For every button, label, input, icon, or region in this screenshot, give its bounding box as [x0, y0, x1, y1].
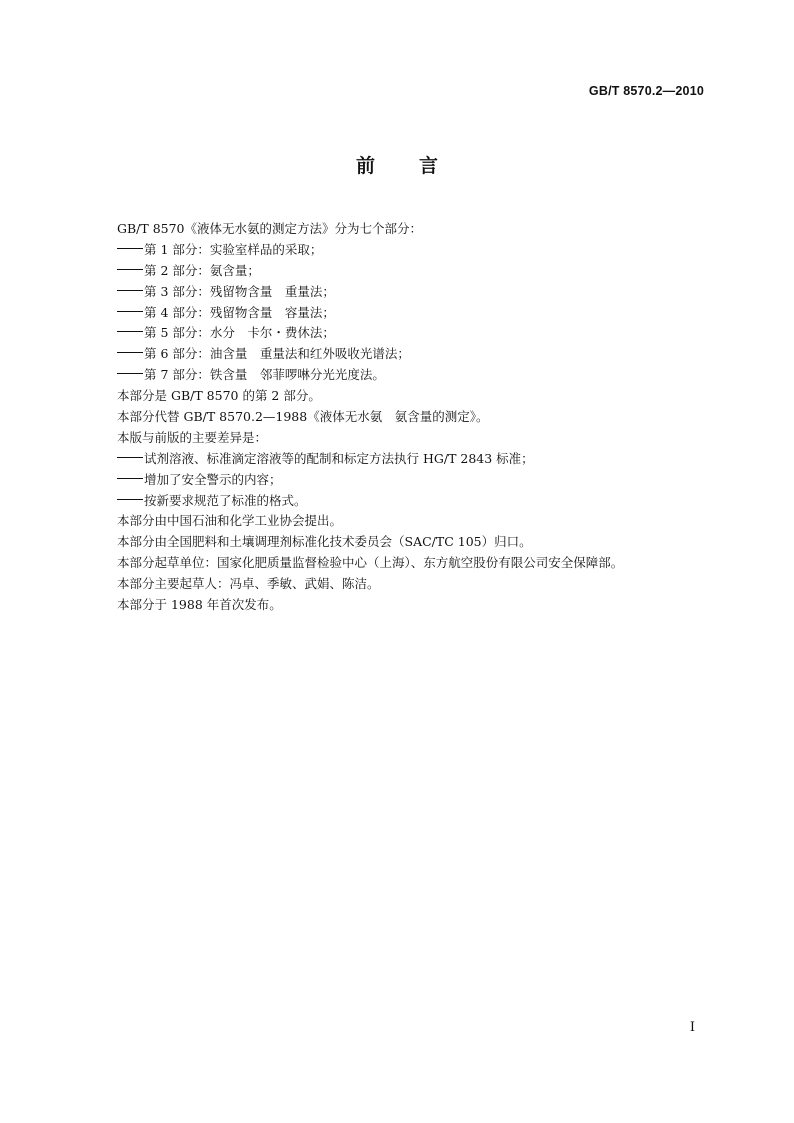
list-item	[117, 323, 717, 344]
list-item	[117, 491, 717, 512]
paragraph-line	[117, 595, 717, 616]
line-text: 第 3 部分：残留物含量 重量法；	[144, 283, 335, 299]
line-text: 第 6 部分：油含量 重量法和红外吸收光谱法；	[144, 346, 410, 362]
foreword-body	[117, 219, 717, 616]
list-item	[117, 365, 717, 386]
paragraph-line	[117, 532, 717, 553]
list-item	[117, 240, 717, 261]
list-item	[117, 282, 717, 303]
paragraph-line	[117, 407, 717, 428]
line-text: 本部分起草单位：国家化肥质量监督检验中心（上海）、东方航空股份有限公司安全保障部。	[117, 555, 624, 571]
em-dash-mark	[117, 352, 143, 353]
list-item	[117, 449, 717, 470]
paragraph-line	[117, 574, 717, 595]
page-title-char-2: 言	[419, 155, 439, 177]
paragraph-line	[117, 386, 717, 407]
list-item	[117, 261, 717, 282]
em-dash-mark	[117, 290, 143, 291]
line-text: 本部分是 GB/T 8570 的第 2 部分。	[117, 388, 321, 404]
line-text: 第 4 部分：残留物含量 容量法；	[144, 304, 335, 320]
line-text: 本部分由全国肥料和土壤调理剂标准化技术委员会（SAC/TC 105）归口。	[117, 534, 532, 550]
line-text: 本版与前版的主要差异是：	[117, 429, 268, 445]
paragraph-line	[117, 553, 717, 574]
line-text: 本部分主要起草人：冯卓、季敏、武娟、陈洁。	[117, 576, 380, 592]
em-dash-mark	[117, 478, 143, 479]
em-dash-mark	[117, 373, 143, 374]
document-code: GB/T 8570.2—2010	[588, 84, 704, 98]
list-item	[117, 470, 717, 491]
list-item	[117, 344, 717, 365]
line-text: 第 5 部分：水分 卡尔・费休法；	[144, 325, 335, 341]
line-text: 本部分代替 GB/T 8570.2—1988《液体无水氨 氨含量的测定》。	[117, 409, 489, 425]
page-number: I	[689, 1020, 695, 1035]
line-text: GB/T 8570《液体无水氨的测定方法》分为七个部分：	[117, 221, 423, 236]
list-item	[117, 303, 717, 324]
line-text: 第 1 部分：实验室样品的采取；	[144, 241, 323, 257]
line-text: 按新要求规范了标准的格式。	[144, 492, 307, 508]
paragraph-line	[117, 428, 717, 449]
page-title-char-1: 前	[355, 155, 375, 177]
paragraph-line	[117, 511, 717, 532]
em-dash-mark	[117, 331, 143, 332]
em-dash-mark	[117, 269, 143, 270]
em-dash-mark	[117, 311, 143, 312]
page-title	[0, 151, 794, 178]
line-text: 第 7 部分：铁含量 邻菲啰啉分光光度法。	[144, 367, 385, 383]
line-text: 本部分由中国石油和化学工业协会提出。	[117, 513, 343, 529]
em-dash-mark	[117, 457, 143, 458]
line-text: 试剂溶液、标准滴定溶液等的配制和标定方法执行 HG/T 2843 标准；	[144, 450, 534, 466]
line-text: 第 2 部分：氨含量；	[144, 262, 260, 278]
line-text: 增加了安全警示的内容；	[144, 471, 282, 487]
em-dash-mark	[117, 499, 143, 500]
paragraph-line	[117, 219, 717, 240]
em-dash-mark	[117, 248, 143, 249]
line-text: 本部分于 1988 年首次发布。	[117, 597, 282, 613]
